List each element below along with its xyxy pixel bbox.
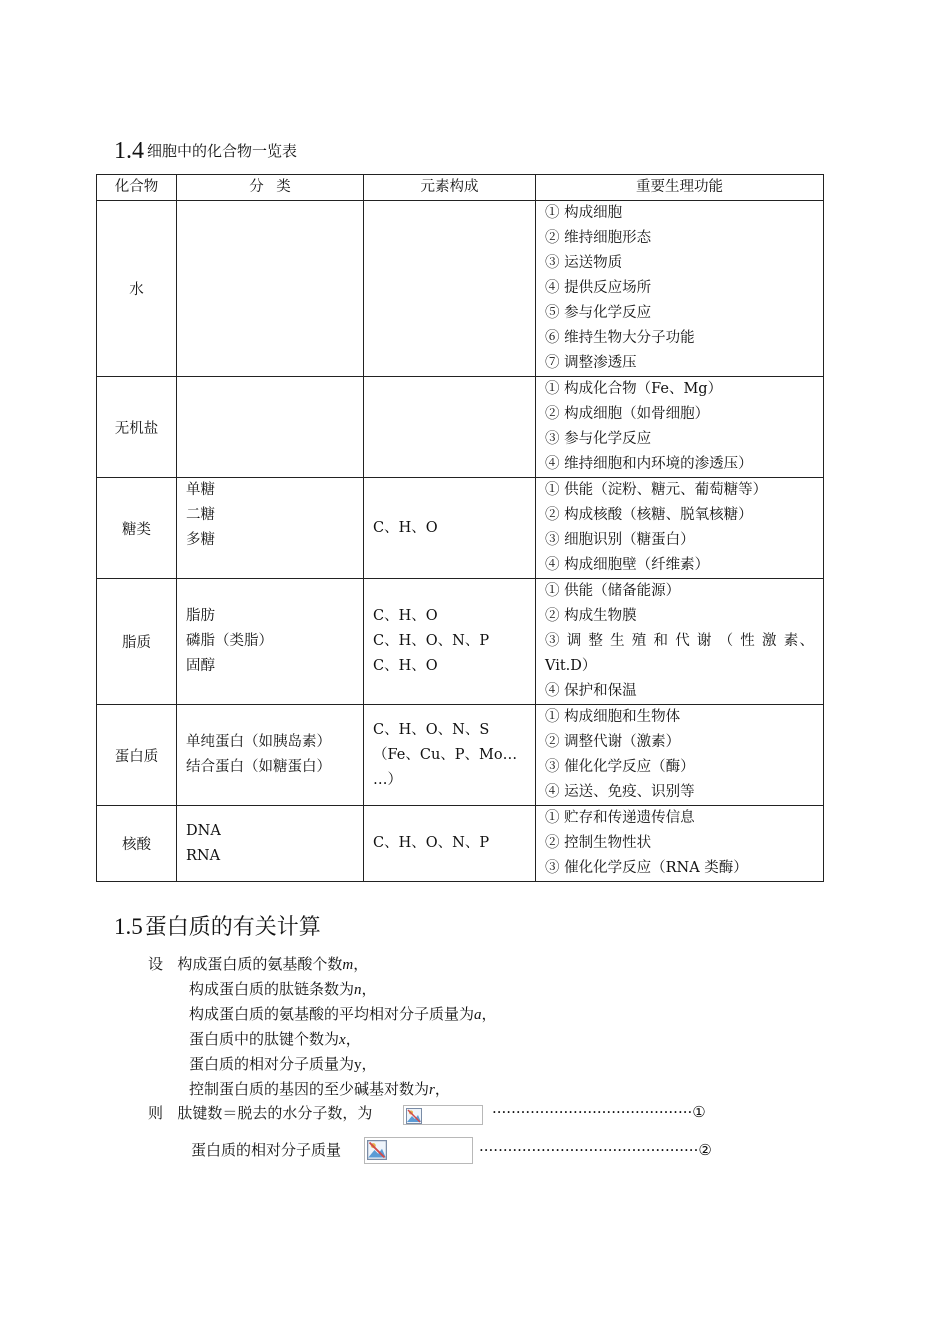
element-item: （Fe、Cu、P、Mo…	[373, 746, 518, 763]
compound-name: 蛋白质	[97, 705, 177, 806]
section-title: 蛋白质的有关计算	[144, 915, 321, 940]
variable: m	[342, 957, 354, 973]
calc-line	[148, 952, 368, 978]
calc-line	[148, 1101, 372, 1126]
header-compound: 化合物	[97, 175, 177, 201]
functions-cell	[536, 377, 824, 478]
function-item: ① 贮存和传递遗传信息	[545, 810, 695, 826]
elements-cell	[364, 579, 536, 705]
calc-line	[189, 1052, 377, 1078]
functions-cell	[536, 705, 824, 806]
header-elements: 元素构成	[364, 175, 536, 201]
compound-table	[96, 174, 824, 882]
function-item: ② 维持细胞形态	[545, 230, 652, 246]
functions-cell	[536, 806, 824, 882]
function-item: ③ 参与化学反应	[545, 431, 652, 447]
compound-name: 无机盐	[97, 377, 177, 478]
function-item: ① 构成细胞和生物体	[545, 709, 681, 725]
class-cell	[177, 806, 364, 882]
calc-line	[189, 1027, 361, 1053]
leader-dots: ··············································②	[479, 1141, 712, 1159]
calc-text: 蛋白质中的肽键个数为	[189, 1030, 340, 1048]
class-item: 结合蛋白（如糖蛋白）	[186, 759, 331, 775]
variable: r	[429, 1082, 435, 1098]
function-item: ② 构成核酸（核糖、脱氧核糖）	[545, 507, 753, 523]
element-item: C、H、O	[373, 608, 438, 624]
class-item: 脂肪	[186, 608, 215, 624]
class-cell	[177, 377, 364, 478]
elements-cell	[364, 806, 536, 882]
class-cell	[177, 478, 364, 579]
elements-cell	[364, 201, 536, 377]
function-item: ⑤ 参与化学反应	[545, 305, 652, 321]
punct: ，	[361, 980, 377, 998]
function-item: ④ 维持细胞和内环境的渗透压）	[545, 456, 753, 472]
function-item: ① 构成细胞	[545, 205, 623, 221]
header-functions: 重要生理功能	[536, 175, 824, 201]
function-item: ① 供能（淀粉、糖元、葡萄糖等）	[545, 482, 768, 498]
then-label: 则	[148, 1104, 164, 1122]
equation-marker: ①	[692, 1103, 706, 1121]
table-header-row	[97, 175, 824, 201]
elements-cell	[364, 705, 536, 806]
functions-cell	[536, 478, 824, 579]
compound-name: 糖类	[97, 478, 177, 579]
element-item: …）	[373, 771, 402, 788]
class-item: 单纯蛋白（如胰岛素）	[186, 734, 331, 750]
function-item: ③ 细胞识别（糖蛋白）	[545, 532, 695, 548]
elements-cell	[364, 377, 536, 478]
variable: x	[339, 1032, 346, 1048]
section-1-5-heading	[114, 910, 321, 945]
compound-name: 水	[97, 201, 177, 377]
broken-image-icon	[403, 1105, 483, 1125]
element-item: C、H、O、N、S	[373, 721, 490, 738]
table-row	[97, 806, 824, 882]
class-item: 单糖	[186, 482, 215, 498]
compound-name: 脂质	[97, 579, 177, 705]
functions-cell	[536, 579, 824, 705]
class-cell	[177, 201, 364, 377]
calc-text: 构成蛋白质的肽链条数为	[189, 980, 355, 998]
function-item: ④ 运送、免疫、识别等	[545, 784, 695, 800]
function-item: ② 控制生物性状	[545, 835, 652, 851]
section-title: 细胞中的化合物一览表	[147, 142, 298, 160]
element-item: C、H、O、N、P	[373, 633, 490, 649]
function-item: ① 构成化合物（Fe、Mg）	[545, 381, 723, 397]
calc-text: 控制蛋白质的基因的至少碱基对数为	[189, 1080, 430, 1098]
calc-line	[189, 1077, 450, 1103]
class-item: 磷脂（类脂）	[186, 633, 273, 649]
element-item: C、H、O、N、P	[373, 835, 490, 851]
table-row	[97, 377, 824, 478]
class-item: RNA	[186, 847, 221, 864]
function-item: ① 供能（储备能源）	[545, 583, 681, 599]
variable: n	[354, 982, 362, 998]
table-row	[97, 579, 824, 705]
class-cell	[177, 579, 364, 705]
function-item: ② 构成细胞（如骨细胞）	[545, 406, 710, 422]
equation-marker: ②	[698, 1141, 712, 1159]
calc-line	[191, 1138, 341, 1163]
function-item: ③ 催化化学反应（RNA 类酶）	[545, 860, 748, 876]
element-item: C、H、O	[373, 519, 438, 536]
function-item: ③ 调 整 生 殖 和 代 谢 （ 性 激 素、Vit.D）	[545, 633, 814, 674]
section-number: 1.4	[114, 138, 144, 164]
assume-label: 设	[148, 955, 164, 973]
variable: a	[474, 1007, 482, 1023]
class-item: DNA	[186, 822, 221, 839]
function-item: ⑦ 调整渗透压	[545, 355, 637, 371]
calc-text: 蛋白质的相对分子质量为	[189, 1055, 355, 1073]
table-row	[97, 201, 824, 377]
broken-image-icon	[364, 1137, 473, 1164]
header-class: 分 类	[177, 175, 364, 201]
function-item: ② 构成生物膜	[545, 608, 637, 624]
table-row	[97, 478, 824, 579]
function-item: ④ 保护和保温	[545, 683, 637, 699]
calc-text: 构成蛋白质的氨基酸的平均相对分子质量为	[189, 1005, 475, 1023]
punct: ，	[361, 1055, 377, 1073]
punct: ，	[345, 1030, 361, 1048]
function-item: ③ 运送物质	[545, 255, 623, 271]
function-item: ④ 构成细胞壁（纤维素）	[545, 557, 710, 573]
class-item: 多糖	[186, 532, 215, 548]
punct: ，	[353, 955, 369, 973]
variable: y	[354, 1057, 362, 1073]
elements-cell	[364, 478, 536, 579]
calc-line	[189, 977, 377, 1003]
section-1-4-heading	[114, 136, 297, 166]
calc-text: 构成蛋白质的氨基酸个数	[177, 955, 343, 973]
element-item: C、H、O	[373, 658, 438, 674]
class-cell	[177, 705, 364, 806]
calc-text: 肽键数＝脱去的水分子数，为	[177, 1104, 373, 1122]
punct: ，	[481, 1005, 497, 1023]
compound-name: 核酸	[97, 806, 177, 882]
function-item: ④ 提供反应场所	[545, 280, 652, 296]
calc-text: 蛋白质的相对分子质量	[191, 1141, 342, 1159]
punct: ，	[434, 1080, 450, 1098]
class-item: 二糖	[186, 507, 215, 523]
functions-cell	[536, 201, 824, 377]
function-item: ② 调整代谢（激素）	[545, 734, 681, 750]
calc-line	[189, 1002, 497, 1028]
class-item: 固醇	[186, 658, 215, 674]
function-item: ⑥ 维持生物大分子功能	[545, 330, 695, 346]
function-item: ③ 催化化学反应（酶）	[545, 759, 695, 775]
table-row	[97, 705, 824, 806]
leader-dots: ··········································①	[492, 1103, 706, 1121]
section-number: 1.5	[114, 914, 143, 939]
